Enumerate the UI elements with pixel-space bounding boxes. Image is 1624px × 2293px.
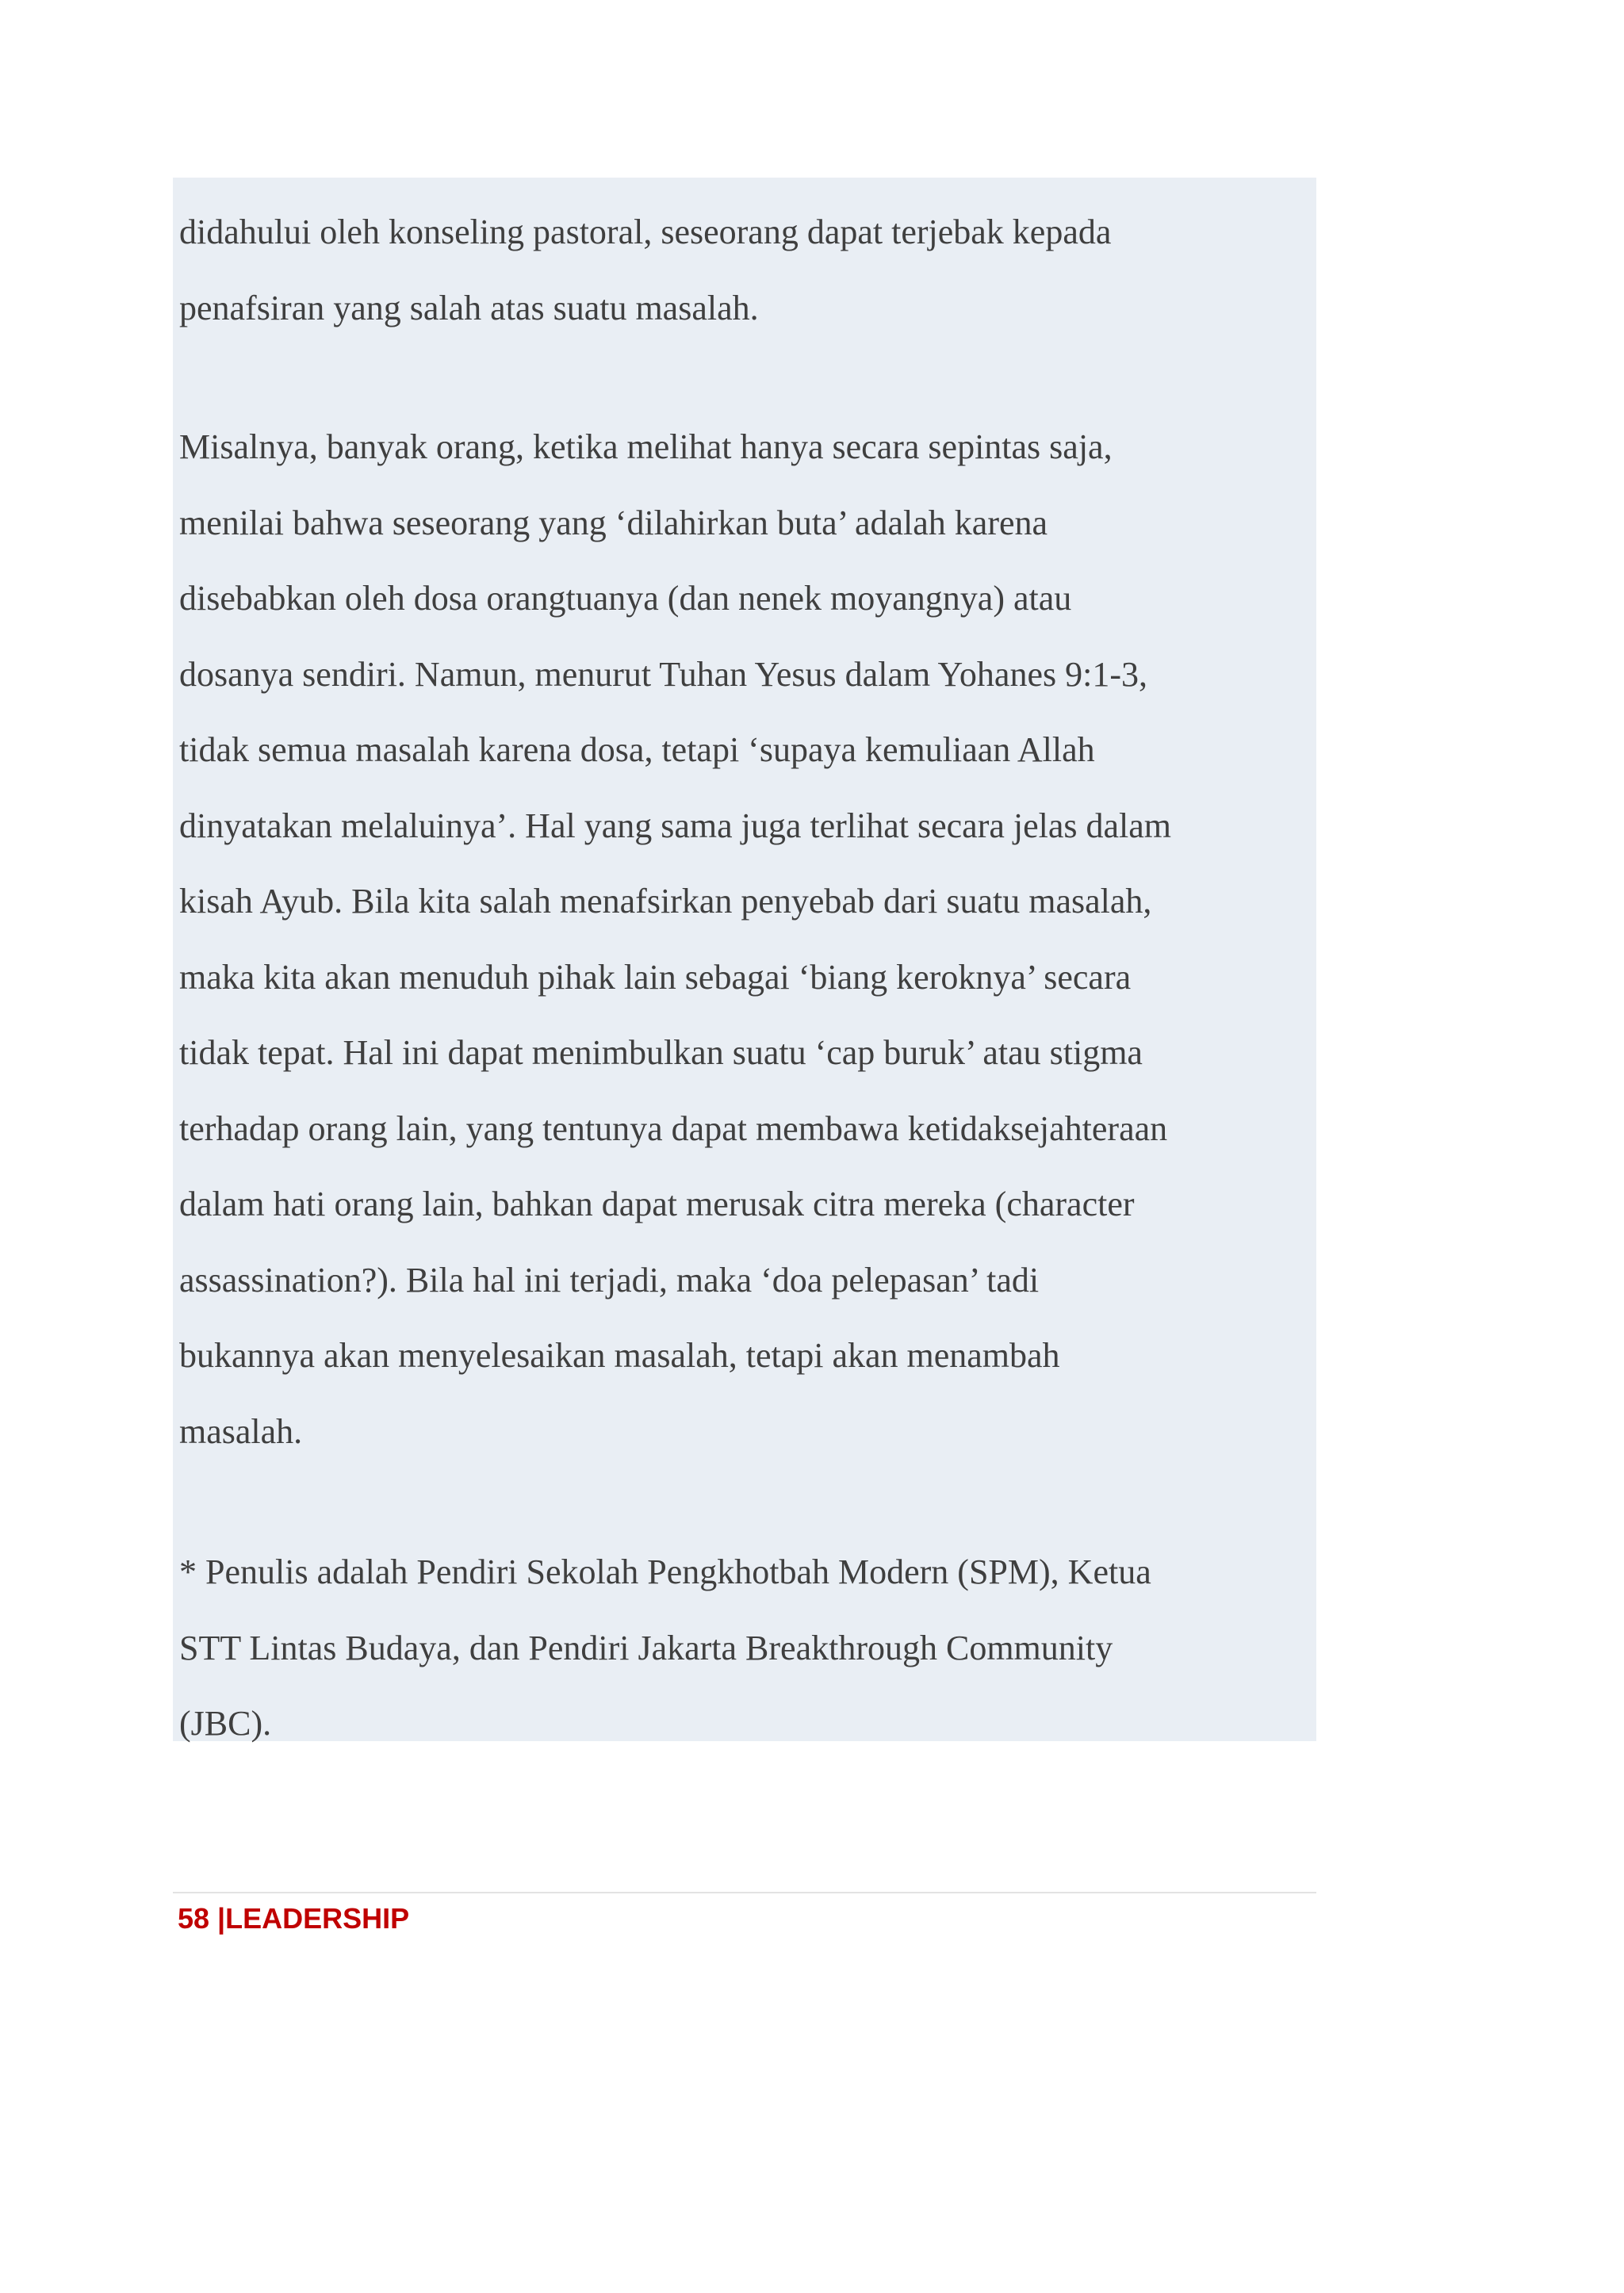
paragraph-body: Misalnya, banyak orang, ketika melihat hanya secara sepintas saja, menilai bahwa seseorang yang ‘dilahirkan buta’ adalah karena disebabkan oleh dosa orangtuanya (dan nenek moyangnya) atau dosanya sendiri. Namun, menurut Tuhan Yesus dalam Yohanes 9:1-3, tidak semua masalah karena dosa, tetapi ‘supaya kemuliaan Allah dinyatakan melaluinya’. Hal yang sama juga terlihat secara jelas dalam kisah Ayub. Bila kita salah menafsirkan penyebab dari suatu masalah, maka kita akan menuduh pihak lain sebagai ‘biang keroknya’ secara tidak tepat. Hal ini dapat menimbulkan suatu ‘cap buruk’ atau stigma terhadap orang lain, yang tentunya dapat membawa ketidaksejahteraan dalam hati orang lain, bahkan dapat merusak citra mereka (character assassination?). Bila hal ini terjadi, maka ‘doa pelepasan’ tadi bukannya akan menyelesaikan masalah, tetapi akan menambah masalah. xyxy=(179,427,1172,1451)
page-footer-label: 58 |LEADERSHIP xyxy=(178,1902,410,1935)
paragraph-intro: didahului oleh konseling pastoral, seseorang dapat terjebak kepada penafsiran yang salah atas suatu masalah. xyxy=(179,212,1112,327)
highlighted-text-box xyxy=(173,178,1316,1741)
author-note: * Penulis adalah Pendiri Sekolah Pengkhotbah Modern (SPM), Ketua STT Lintas Budaya, dan Pendiri Jakarta Breakthrough Community (JBC). xyxy=(179,1552,1151,1743)
footer-divider xyxy=(173,1892,1316,1893)
